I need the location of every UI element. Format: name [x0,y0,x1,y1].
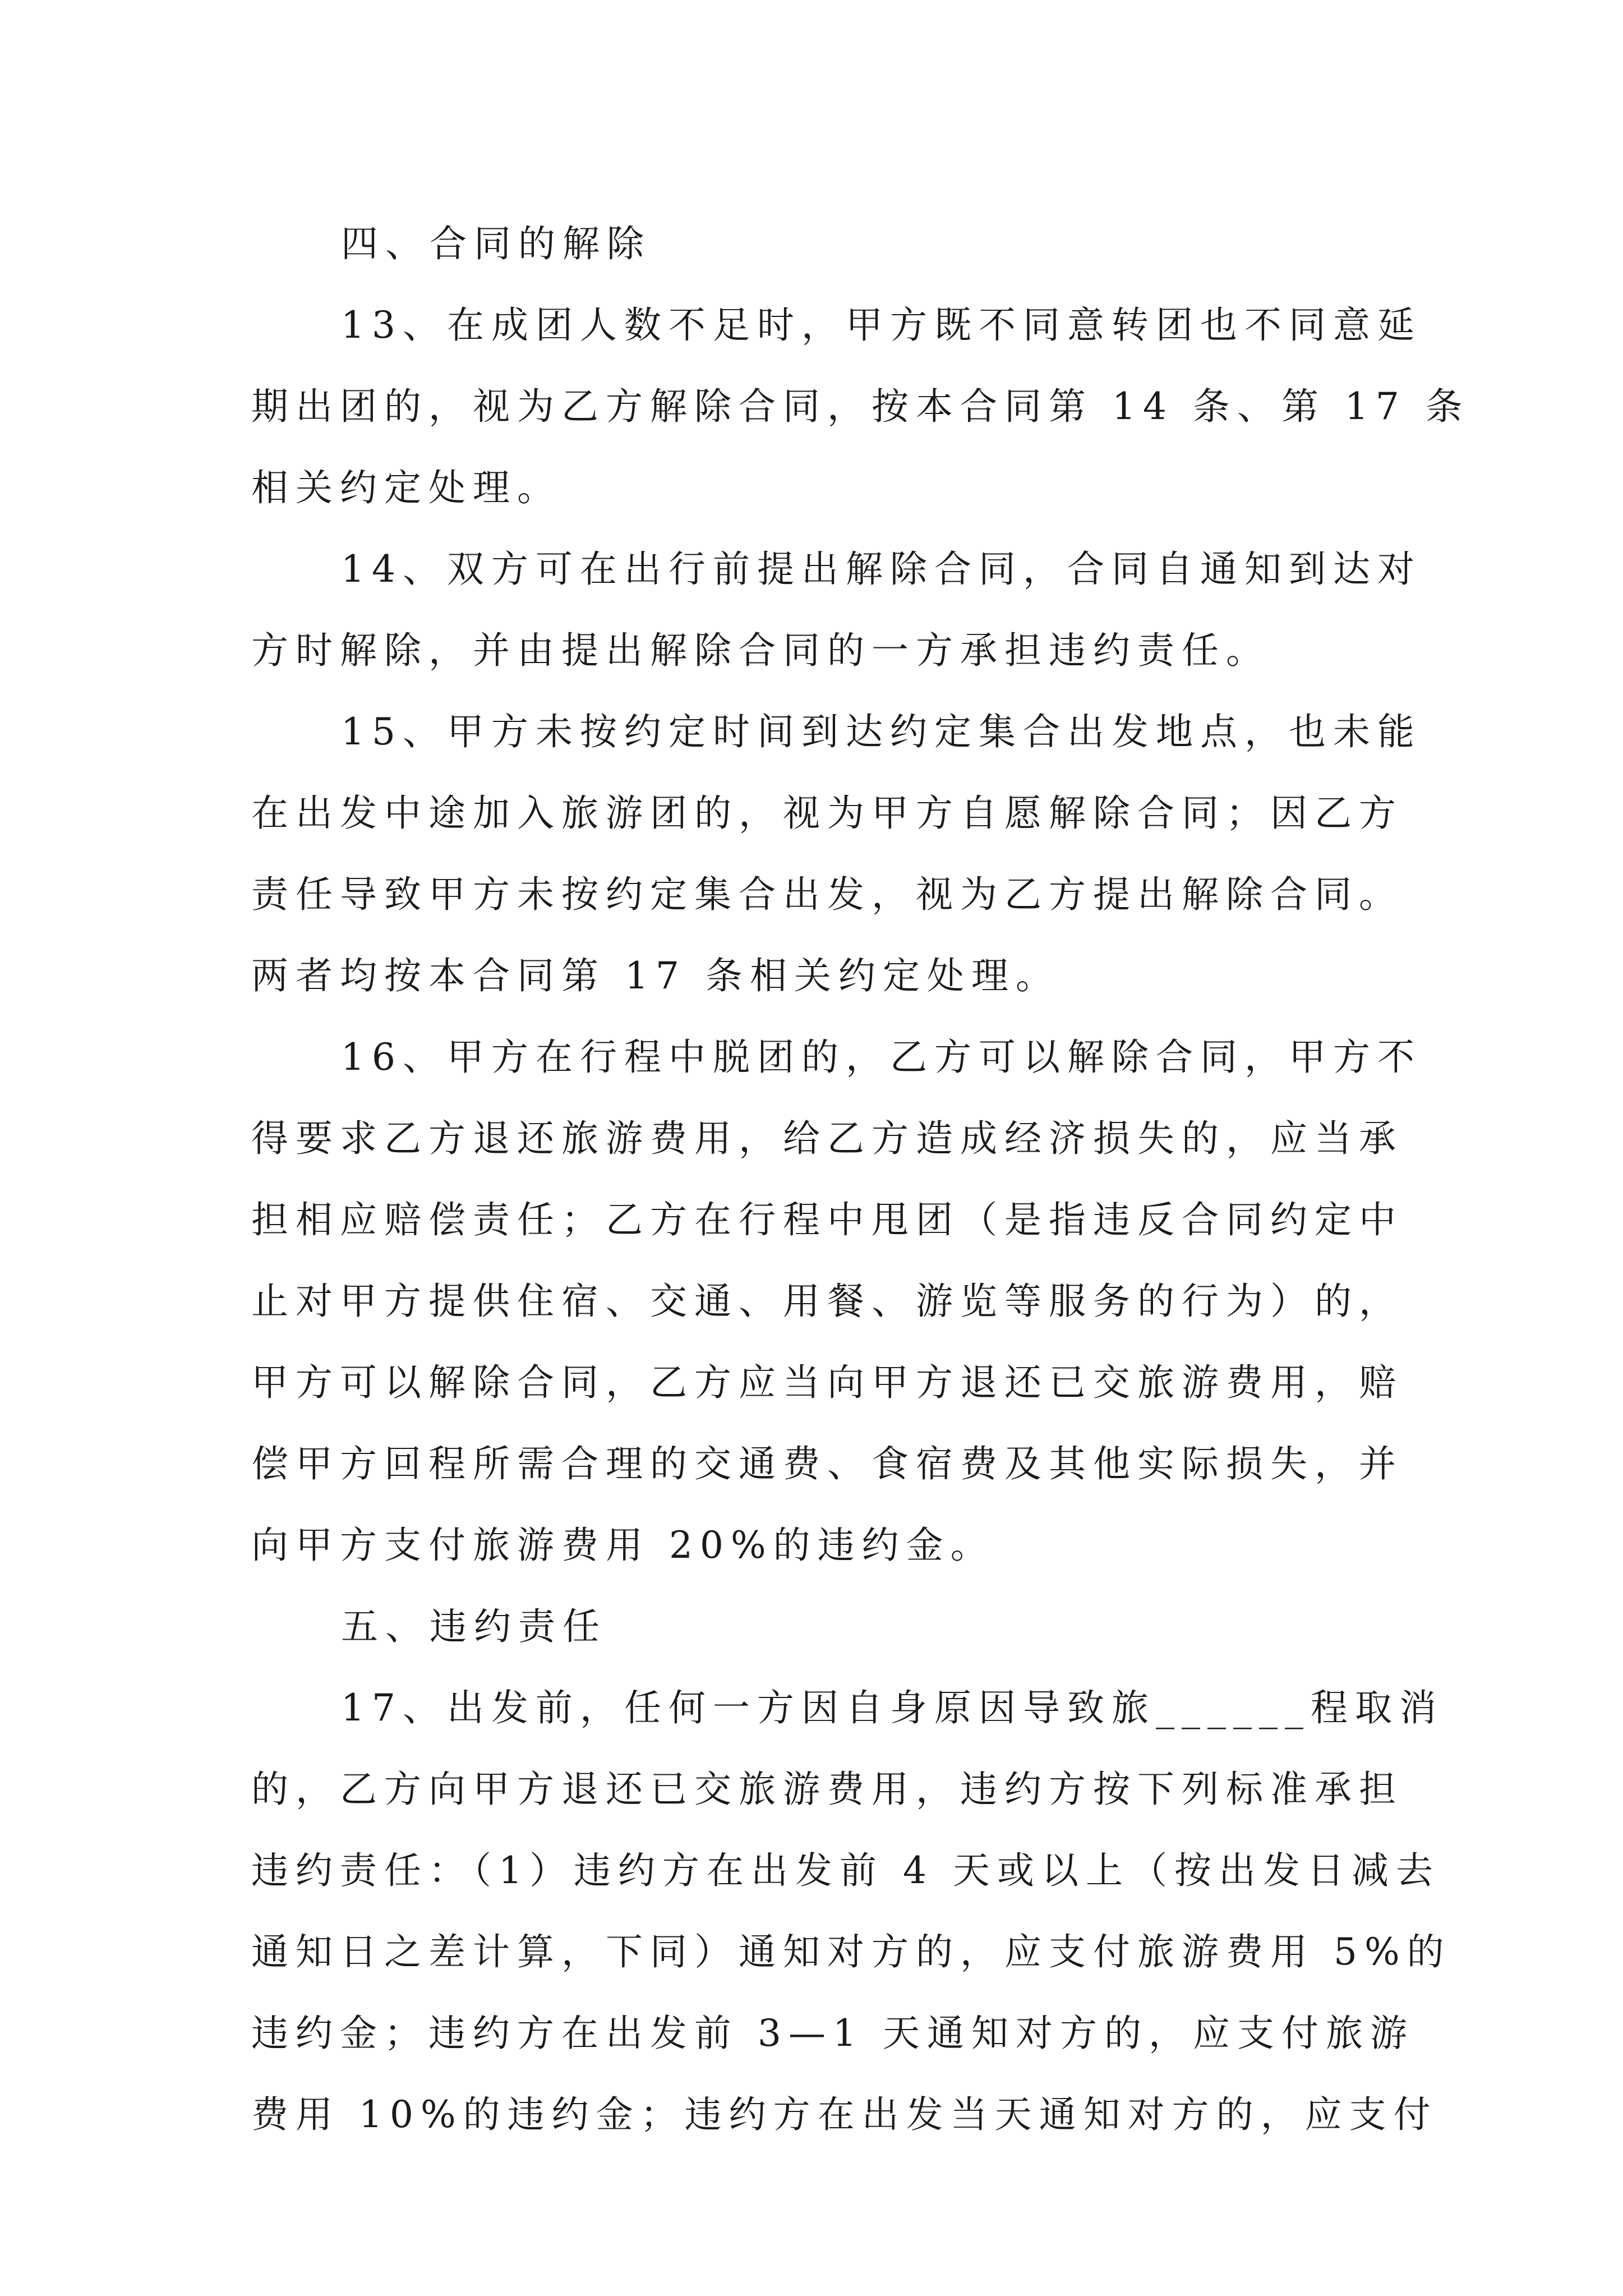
clause-line: 违约责任：（1）违约方在出发前 4 天或以上（按出发日减去 [251,1849,1440,1892]
heading-text: 四、合同的解除 [341,222,651,265]
clause-16 [251,1016,1422,1586]
clause-line: 的，乙方向甲方退还已交旅游费用，违约方按下列标准承担 [251,1768,1403,1811]
clause-line: 费用 10%的违约金；违约方在出发当天通知对方的，应支付 [251,2093,1438,2136]
clause-line: 偿甲方回程所需合理的交通费、食宿费及其他实际损失，并 [251,1442,1403,1485]
clause-line: 违约金；违约方在出发前 3—1 天通知对方的，应支付旅游 [251,2012,1414,2055]
section-heading-termination [251,203,1390,284]
clause-line: 担相应赔偿责任；乙方在行程中甩团（是指违反合同约定中 [251,1198,1403,1241]
heading-text: 五、违约责任 [341,1605,607,1648]
clause-13 [251,284,1470,528]
clause-line: 相关约定处理。 [251,466,561,509]
document-body [251,203,1470,2155]
clause-line: 得要求乙方退还旅游费用，给乙方造成经济损失的，应当承 [251,1117,1403,1160]
clause-line: 两者均按本合同第 17 条相关约定处理。 [251,954,1060,997]
clause-line: 16、甲方在行程中脱团的，乙方可以解除合同，甲方不 [341,1036,1422,1079]
clause-line: 13、在成团人数不足时，甲方既不同意转团也不同意延 [341,303,1422,347]
clause-14 [251,528,1422,691]
clause-line: 向甲方支付旅游费用 20%的违约金。 [251,1524,995,1567]
clause-line: 责任导致甲方未按约定集合出发，视为乙方提出解除合同。 [251,873,1403,916]
clause-line: 甲方可以解除合同，乙方应当向甲方退还已交旅游费用，赔 [251,1361,1403,1404]
clause-line: 期出团的，视为乙方解除合同，按本合同第 14 条、第 17 条 [251,385,1470,428]
clause-line: 14、双方可在出行前提出解除合同，合同自通知到达对 [341,547,1422,591]
clause-15 [251,691,1422,1016]
clause-line: 15、甲方未按约定时间到达约定集合出发地点，也未能 [341,710,1422,753]
clause-17 [251,1667,1451,2155]
clause-line: 止对甲方提供住宿、交通、用餐、游览等服务的行为）的， [251,1280,1403,1323]
clause-line: 方时解除，并由提出解除合同的一方承担违约责任。 [251,629,1270,672]
clause-line: 在出发中途加入旅游团的，视为甲方自愿解除合同；因乙方 [251,792,1403,835]
clause-line: 通知日之差计算，下同）通知对方的，应支付旅游费用 5%的 [251,1930,1451,1973]
clause-line: 17、出发前，任何一方因自身原因导致旅______程取消 [341,1686,1444,1729]
section-heading-liability [251,1586,1390,1667]
